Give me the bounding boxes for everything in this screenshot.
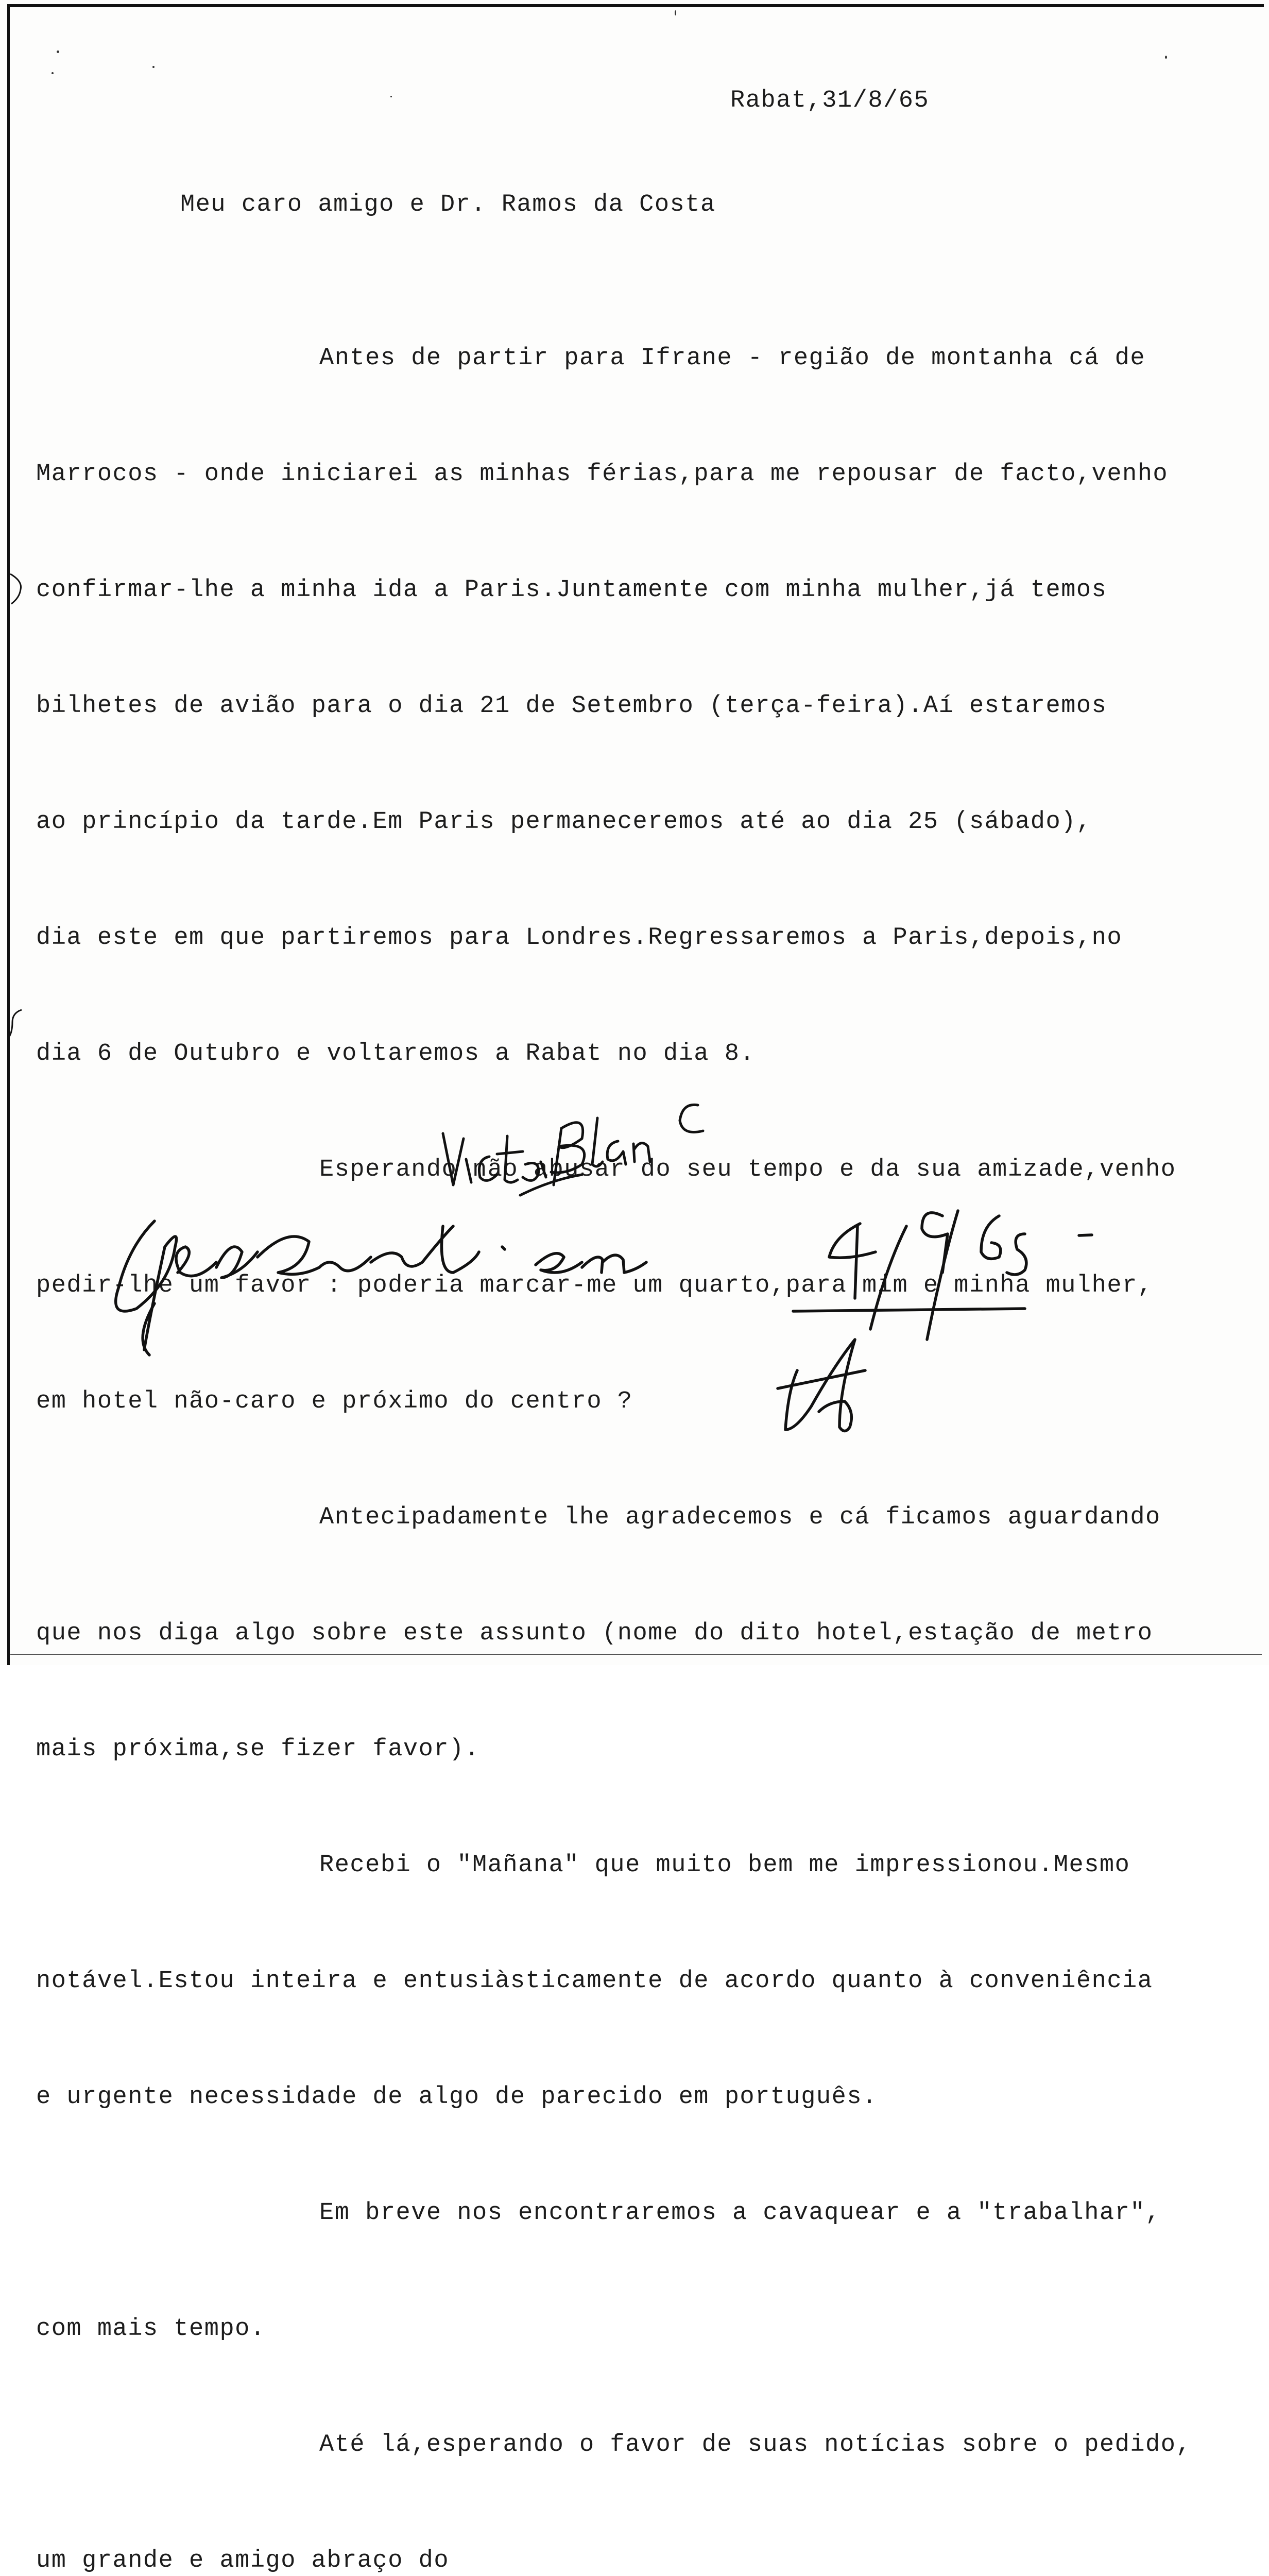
letter-date: Rabat,31/8/65 bbox=[730, 87, 930, 114]
letter-line: pedir-lhe um favor : poderia marcar-me um quarto,para mim e minha mulher, bbox=[36, 1272, 1153, 1299]
letter-line: mais próxima,se fizer favor). bbox=[36, 1736, 480, 1763]
letter-line: dia este em que partiremos para Londres.Regressaremos a Paris,depois,no bbox=[36, 924, 1123, 952]
letter-line: Marrocos - onde iniciarei as minhas férias,para me repousar de facto,venho bbox=[36, 461, 1169, 488]
letter-line: Em breve nos encontraremos a cavaquear e a "trabalhar", bbox=[319, 2199, 1161, 2227]
letter-line: e urgente necessidade de algo de parecido em português. bbox=[36, 2083, 878, 2111]
letter-line: um grande e amigo abraço do bbox=[36, 2547, 450, 2574]
initial-mark-scribble bbox=[778, 1340, 865, 1431]
letter-line: em hotel não-caro e próximo do centro ? bbox=[36, 1388, 633, 1415]
letter-line: Antecipadamente lhe agradecemos e cá ficamos aguardando bbox=[319, 1504, 1161, 1531]
letter-line: dia 6 de Outubro e voltaremos a Rabat no dia 8. bbox=[36, 1040, 756, 1067]
response-annotation-scribble bbox=[116, 1211, 1092, 1355]
letter-line: Recebi o "Mañana" que muito bem me impressionou.Mesmo bbox=[319, 1852, 1130, 1879]
letter-line: confirmar-lhe a minha ida a Paris.Juntamente com minha mulher,já temos bbox=[36, 577, 1107, 604]
signature-scribble bbox=[443, 1105, 703, 1195]
letter-line: bilhetes de avião para o dia 21 de Setembro (terça-feira).Aí estaremos bbox=[36, 692, 1107, 720]
letter-line: notável.Estou inteira e entusiàsticamente de acordo quanto à conveniência bbox=[36, 1968, 1153, 1995]
letter-line: que nos diga algo sobre este assunto (nome do dito hotel,estação de metro bbox=[36, 1620, 1153, 1647]
letter-line: ao princípio da tarde.Em Paris permaneceremos até ao dia 25 (sábado), bbox=[36, 808, 1092, 836]
letter-line: Antes de partir para Ifrane - região de montanha cá de bbox=[319, 345, 1146, 372]
letter-line: Até lá,esperando o favor de suas notícias sobre o pedido, bbox=[319, 2431, 1192, 2459]
letter-line: com mais tempo. bbox=[36, 2315, 266, 2343]
letter-line: Esperando não abusar do seu tempo e da sua amizade,venho bbox=[319, 1156, 1176, 1183]
letter-salutation: Meu caro amigo e Dr. Ramos da Costa bbox=[180, 191, 716, 218]
